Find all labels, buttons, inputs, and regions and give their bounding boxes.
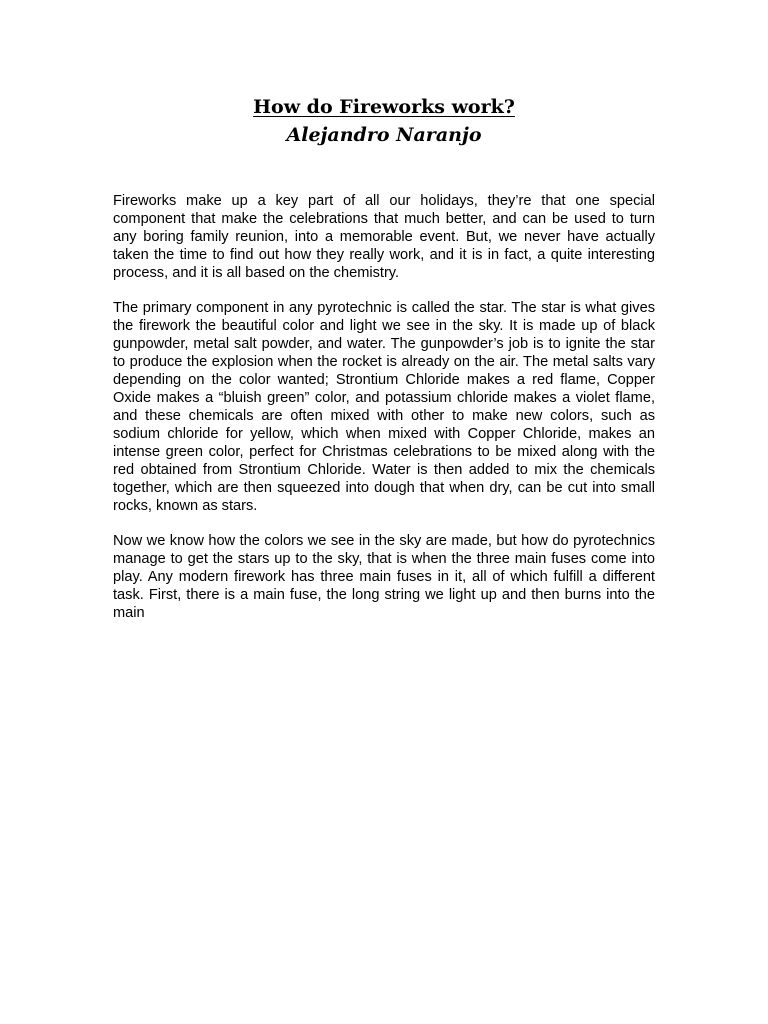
paragraph-1: Fireworks make up a key part of all our holidays, they’re that one special component that make the celebrations that much better, and can be used to turn any boring family reunion, into a memorable event. But, we never have actually taken the time to find out how they really work, and it is in fact, a quite interesting process, and it is all based on the chemistry. <box>113 193 655 281</box>
document-author: Alejandro Naranjo <box>286 124 482 146</box>
document-title <box>0 94 768 120</box>
paragraph-2: The primary component in any pyrotechnic is called the star. The star is what gives the firework the beautiful color and light we see in the sky. It is made up of black gunpowder, metal salt powder, and water. The gunpowder’s job is to ignite the star to produce the explosion when the rocket is already on the air. The metal salts vary depending on the color wanted; Strontium Chloride makes a red flame, Copper Oxide makes a “bluish green” color, and potassium chloride makes a violet flame, and these chemicals are often mixed with other to make new colors, such as sodium chloride for yellow, which when mixed with Copper Chloride, makes an intense green color, perfect for Christmas celebrations to be mixed along with the red obtained from Strontium Chloride. Water is then added to mix the chemicals together, which are then squeezed into dough that when dry, can be cut into small rocks, known as stars. <box>113 300 655 514</box>
paragraph-3: Now we know how the colors we see in the sky are made, but how do pyrotechnics manage to get the stars up to the sky, that is when the three main fuses come into play. Any modern firework has three main fuses in it, all of which fulfill a different task. First, there is a main fuse, the long string we light up and then burns into the main <box>113 533 655 621</box>
document-title-text: How do Fireworks work? <box>253 96 515 118</box>
